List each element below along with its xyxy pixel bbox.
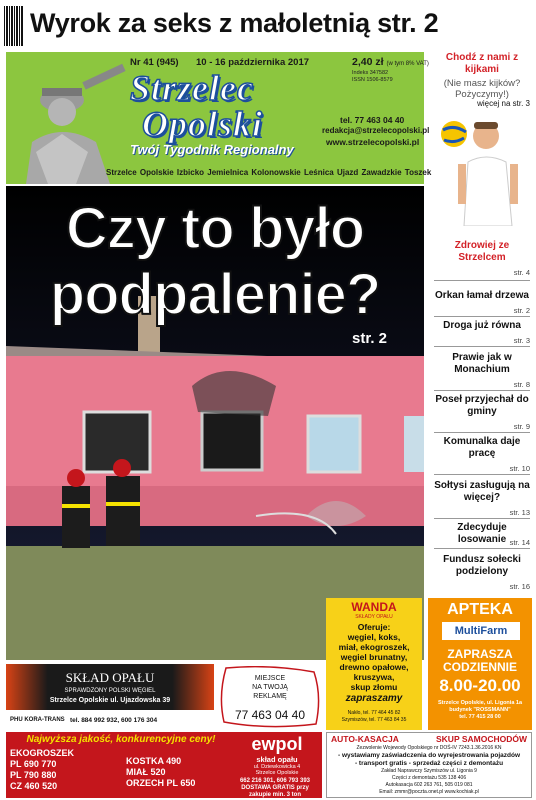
auto-line: Email: zmmr@poczta.onet.pl www.kochiak.pl (379, 789, 479, 795)
ad-space-phone: 77 463 04 40 (234, 708, 306, 722)
sidebar-item-orkan[interactable]: Orkan łamał drzewa (435, 290, 529, 301)
auto-line: Części z demontażu 535 138 406 (391, 775, 467, 781)
divider (434, 280, 530, 281)
ad-ewpol[interactable] (6, 732, 322, 798)
apteka-phone: tel. 77 415 28 00 (459, 714, 501, 720)
towns-list: Strzelce Opolskie Izbicko Jemielnica Kolonowskie Leśnica Ujazd Zawadzkie Toszek (106, 168, 432, 177)
wanda-line: kruszywa, (353, 672, 395, 682)
index-number: Indeks 347582 (352, 70, 389, 76)
wanda-phone: Nakło, tel. 77 464 45 82 (347, 710, 401, 716)
wanda-brand: WANDA (351, 600, 397, 614)
ewpol-brand-sub: ul. Dziewkowicka 4 (253, 764, 301, 770)
wanda-cta: zapraszamy (345, 693, 403, 704)
top-headline-page: str. 2 (377, 8, 439, 38)
apteka-invite: ZAPRASZA (447, 647, 513, 661)
ad-space-line: REKLAMĘ (253, 693, 287, 700)
wanda-offer: Oferuje: (357, 622, 391, 632)
divider (434, 316, 530, 317)
health-page: str. 4 (513, 268, 530, 277)
sidebar-item-losowanie[interactable]: Zdecyduje losowanie (457, 522, 507, 545)
barcode-icon (4, 6, 24, 46)
sidebar-item-monachium[interactable]: Prawie jak w Monachium (452, 352, 512, 375)
health-title[interactable]: Zdrowiej ze Strzelcem (454, 240, 510, 263)
auto-title: AUTO-KASACJA (331, 734, 399, 744)
top-headline[interactable] (30, 8, 438, 39)
top-headline-text: Wyrok za seks z małoletnią (30, 8, 370, 38)
logo-strzelec: Strzelec (130, 68, 254, 108)
ad-auto-kasacja[interactable] (326, 732, 532, 798)
ad-wanda[interactable] (326, 598, 422, 730)
ewpol-row-price: 690 (23, 759, 39, 769)
ad-space-line: NA TWOJĄ (252, 684, 288, 691)
sidebar-item-fundusz[interactable]: Fundusz sołecki podzielony (443, 554, 521, 577)
ewpol-orzech: ORZECH PL 650 (126, 778, 196, 788)
ad-apteka[interactable] (428, 598, 532, 730)
auto-line: Zakład Naprawczy Szymiszów ul. Ligonia 9 (381, 768, 477, 774)
sidebar-item-page: str. 2 (513, 306, 530, 315)
website-link[interactable]: www.strzelecopolski.pl (326, 137, 420, 147)
sidebar-item-page: str. 14 (509, 538, 530, 547)
sklad-firm: PHU KORA-TRANS (10, 717, 65, 723)
issn-number: ISSN 1506-8579 (352, 77, 393, 83)
sklad-address: Strzelce Opolskie ul. Ujazdowska 39 (49, 697, 171, 704)
divider (434, 432, 530, 433)
ewpol-eko: EKOGROSZEK (10, 748, 75, 758)
auto-line: - wystawiamy zaświadczenia do wyrejestrowania pojazdów (337, 752, 521, 759)
price (352, 56, 429, 68)
wanda-phone: Szymiszów, tel. 77 463 84 35 (341, 717, 407, 723)
sidebar-item-page: str. 10 (509, 464, 530, 473)
divider (434, 518, 530, 519)
apteka-brand: MultiFarm (442, 622, 520, 640)
ewpol-row-price: 790 (23, 770, 39, 780)
ewpol-row-price: 770 (41, 759, 57, 769)
wanda-brand-sub: SKŁADY OPAŁU (355, 614, 393, 620)
apteka-title: APTEKA (447, 601, 513, 618)
promo-man-photo (438, 114, 528, 226)
ewpol-mial: MIAŁ 520 (126, 767, 166, 777)
price-vat: (w tym 8% VAT) (386, 61, 429, 67)
wanda-line: węgiel, koks, (347, 632, 401, 642)
ewpol-row-label: CZ (10, 781, 22, 791)
issue-number: Nr 41 (945) (130, 57, 179, 68)
ewpol-row-label: PL (10, 770, 22, 780)
logo-opolski: Opolski (142, 104, 264, 144)
main-headline-line2[interactable]: podpalenie? (49, 262, 381, 327)
sidebar-item-droga[interactable]: Droga już równa (443, 320, 521, 331)
ewpol-brand-sub: Strzelce Opolskie (255, 770, 299, 776)
sklad-sub: SPRAWDZONY POLSKI WĘGIEL (64, 688, 156, 694)
top-headline-bar (0, 0, 536, 50)
ewpol-row-price: 880 (41, 770, 57, 780)
sidebar-item-page: str. 3 (513, 336, 530, 345)
ewpol-phones: 662 216 301, 606 793 393 (239, 778, 311, 784)
ad-sklad-opalu[interactable] (6, 664, 214, 732)
sidebar-item-page: str. 13 (509, 508, 530, 517)
issue-dates: 10 - 16 października 2017 (196, 57, 310, 68)
promo-more[interactable]: więcej na str. 3 (477, 99, 530, 108)
promo-title[interactable]: Chodź z nami z kijkami (445, 52, 519, 75)
wanda-line: węgiel brunatny, (340, 652, 408, 662)
ewpol-kostka: KOSTKA 490 (126, 756, 182, 766)
divider (434, 346, 530, 347)
wanda-line: skup złomu (350, 682, 398, 692)
statue-logo-image (6, 52, 128, 184)
auto-line: - transport gratis - sprzedaż części z demontażu (354, 760, 504, 767)
ad-space-line: MIEJSCE (254, 675, 286, 682)
sidebar-item-page: str. 16 (509, 582, 530, 591)
auto-title: SKUP SAMOCHODÓW (436, 734, 527, 744)
apteka-invite: CODZIENNIE (442, 660, 517, 674)
sidebar-item-soltysi[interactable]: Sołtysi zasługują na więcej? (434, 480, 530, 503)
ewpol-brand: ewpol (251, 734, 303, 754)
sidebar-item-page: str. 8 (513, 380, 530, 389)
sidebar-item-komunalka[interactable]: Komunalka daje pracę (443, 436, 521, 459)
ewpol-row-label: PL (10, 759, 22, 769)
apteka-address: Strzelce Opolskie, ul. Ligonia 1a (437, 700, 523, 706)
sklad-phone: tel. 884 992 932, 600 176 304 (70, 717, 158, 724)
slogan: Twój Tygodnik Regionalny (130, 142, 294, 157)
main-headline-line1[interactable]: Czy to było (65, 196, 365, 261)
price-value: 2,40 zł (352, 56, 384, 68)
ewpol-row-price: 520 (42, 781, 58, 791)
auto-line: Autokasacja 602 263 761, 505 019 081 (385, 782, 473, 788)
main-story-page: str. 2 (352, 330, 388, 347)
apteka-address: budynek "ROSSMANN" (449, 707, 511, 713)
ewpol-transport: zakupie min. 3 ton (248, 792, 301, 798)
ad-space-placeholder[interactable] (218, 666, 322, 728)
ewpol-slogan: Najwyższa jakość, konkurencyjne ceny! (26, 734, 216, 745)
divider (434, 390, 530, 391)
newsroom-email[interactable]: redakcja@strzelecopolski.pl (322, 126, 430, 135)
promo-subtitle: (Nie masz kijków? Pożyczymy!) (443, 78, 521, 100)
sidebar-item-posel[interactable]: Poseł przyjechał do gminy (435, 394, 529, 417)
ewpol-transport: DOSTAWA GRATIS przy (241, 785, 309, 791)
sklad-title: SKŁAD OPAŁU (65, 670, 155, 685)
ewpol-row-price: 460 (24, 781, 40, 791)
divider (434, 474, 530, 475)
auto-line: Zezwolenie Wojewody Opolskiego nr DOŚ-IV 7243.1.36.2016 KN (356, 745, 502, 751)
ewpol-brand-sub: skład opału (256, 755, 298, 764)
divider (434, 548, 530, 549)
wanda-line: drewno opałowe, (339, 662, 409, 672)
wanda-line: miał, ekogroszek, (338, 642, 410, 652)
newsroom-phone: tel. 77 463 04 40 (340, 115, 405, 125)
apteka-hours: 8.00-20.00 (439, 676, 521, 695)
sidebar-item-page: str. 9 (513, 422, 530, 431)
